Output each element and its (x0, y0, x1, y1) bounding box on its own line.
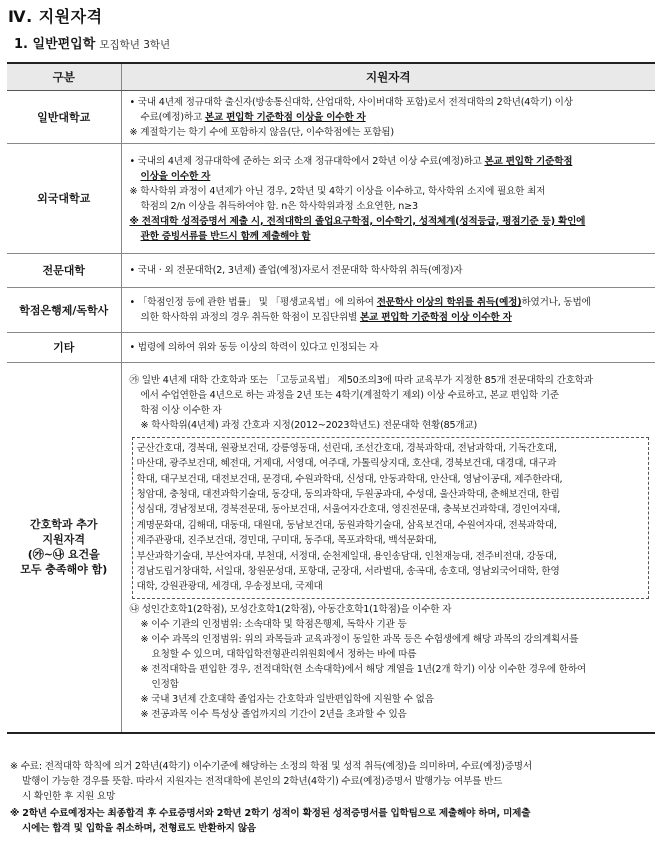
desc-line (130, 125, 650, 140)
line-text: 의한 학사학위 과정의 경우 취득한 학점이 모집단위별 (140, 312, 360, 323)
college-list-line: 대학, 강원관광대, 세경대, 우송정보대, 국제대 (136, 581, 323, 593)
row-foreign-univ (7, 144, 655, 254)
college-list-line: 학대, 대구보건대, 대전보건대, 문경대, 수원과학대, 신성대, 안동과학대, 안산대, 영남이공대, 제주한라대, (136, 473, 563, 485)
line-emphasis: 관한 증빙서류를 반드시 함께 제출해야 함 (140, 230, 311, 242)
desc-line (130, 95, 650, 110)
desc-line (130, 632, 650, 647)
desc-cell (121, 288, 655, 333)
desc-line (130, 310, 650, 325)
line-text: ※ 학사학위(4년제) 과정 간호과 지정(2012~2023학년도) 전문대학 현황(85개교) (140, 419, 478, 431)
line-text: ㉯ 성인간호학1(2학점), 모성간호학1(2학점), 아동간호학1(1학점)을 이수한 자 (129, 603, 452, 615)
desc-cell (121, 144, 655, 254)
line-text: ※ 이수 과목의 인정범위: 위의 과목들과 교육과정이 동일한 과목 등은 수험생에게 해당 과목의 강의계획서를 (140, 633, 579, 645)
line-text: 요청할 수 있으며, 대학입학전형관리위원회에서 정하는 바에 따름 (151, 648, 417, 660)
line-text: 학점의 2/n 이상을 취득하여야 함. n은 학사학위과정 소요연한, n≥3 (140, 200, 418, 212)
nursing-cat-line: (㉮~㉯ 요건을 (27, 548, 100, 562)
line-text: 수료(예정)하고 (140, 111, 205, 123)
qualification-table (7, 62, 655, 734)
line-text: 에서 수업연한을 4년으로 하는 과정을 2년 또는 4학기(계절학기 제외) 이상 수료하고, 본교 편입학 기준 (140, 389, 559, 401)
line-text: • 국내 4년제 정규대학 출신자(방송통신대학, 산업대학, 사이버대학 포함)로서 전적대학의 2학년(4학기) 이상 (129, 96, 573, 108)
desc-line (130, 388, 650, 403)
nursing-requirement-a (130, 373, 650, 433)
line-emphasis: 본교 편입학 기준학점 이상 이수한 자 (359, 312, 512, 323)
college-list-line: 성심대, 경남정보대, 경북전문대, 동아보건대, 서울여자간호대, 영진전문대, 충북보건과학대, 경인여자대, (136, 504, 561, 516)
desc-line (130, 373, 650, 388)
line-text: ※ 국내 3년제 간호대학 졸업자는 간호학과 일반편입학에 지원할 수 없음 (140, 693, 434, 705)
line-emphasis: 본교 편입학 기준학점 이상을 이수한 자 (204, 111, 366, 123)
row-college (7, 254, 655, 288)
line-emphasis: ※ 전적대학 성적증명서 제출 시, 전적대학의 졸업요구학점, 이수학기, 성적체계(성적등급, 평점기준 등) 확인에 (129, 215, 586, 227)
line-text: • 법령에 의하여 위와 동등 이상의 학력이 있다고 인정되는 자 (129, 342, 379, 353)
college-list-line: 제주관광대, 진주보건대, 경민대, 구미대, 동주대, 목포과학대, 백석문화대, (136, 535, 437, 547)
desc-line (130, 403, 650, 418)
footnote-line: 시 확인한 후 지원 요망 (22, 791, 116, 802)
row-credit-bank (7, 288, 655, 333)
desc-line (130, 418, 650, 433)
table-header-row (7, 63, 655, 91)
desc-line (130, 169, 650, 184)
nursing-cat-line: 간호학과 추가 (29, 518, 98, 532)
line-text: ㉮ 일반 4년제 대학 간호학과 또는 「고등교육법」 제50조의3에 따라 교육부가 지정한 85개 전문대학의 간호학과 (129, 374, 593, 386)
desc-line (130, 677, 650, 692)
line-emphasis: 본교 편입학 기준학점 (484, 155, 573, 167)
desc-line (130, 340, 650, 355)
row-other (7, 333, 655, 363)
line-text: 학점 이상 이수한 자 (140, 404, 222, 416)
desc-line (130, 647, 650, 662)
desc-line (130, 707, 650, 722)
section-title: Ⅳ. 지원자격 (8, 7, 103, 26)
line-text: • 국내 · 외 전문대학(2, 3년제) 졸업(예정)자로서 전문대학 학사학위 취득(예정)자 (129, 265, 463, 276)
college-list-line: 청암대, 충청대, 대전과학기술대, 동강대, 동의과학대, 두원공과대, 수성대, 울산과학대, 춘해보건대, 한림 (136, 488, 560, 500)
line-text: • 국내의 4년제 정규대학에 준하는 외국 소재 정규대학에서 2학년 이상 수료(예정)하고 (129, 155, 485, 167)
category-cell: 일반대학교 (7, 91, 121, 144)
row-general-univ (7, 91, 655, 144)
desc-line (130, 184, 650, 199)
designated-colleges-box (132, 437, 650, 599)
category-cell: 외국대학교 (7, 144, 121, 254)
desc-cell-nursing (121, 363, 655, 733)
line-text: ※ 전공과목 이수 특성상 졸업까지의 기간이 2년을 초과할 수 있음 (140, 708, 407, 720)
line-text: ※ 학사학위 과정이 4년제가 아닌 경우, 2학년 및 4학기 이상을 이수하고, 학사학위 소지에 필요한 최저 (129, 185, 546, 197)
footnote-line: ※ 수료: 전적대학 학칙에 의거 2학년(4학기) 이수기준에 해당하는 소정의 학점 및 성적 취득(예정)을 의미하며, 수료(예정)증명서 (10, 761, 532, 772)
college-list-line: 부산과학기술대, 부산여자대, 부천대, 서정대, 순천제일대, 용인송담대, 인천재능대, 전주비전대, 강동대, (136, 550, 557, 562)
footnote-expected-completion (10, 806, 655, 836)
desc-line (130, 214, 650, 229)
footnote-completion (10, 759, 655, 804)
category-cell: 전문대학 (7, 254, 121, 288)
desc-cell (121, 333, 655, 363)
desc-line (130, 199, 650, 214)
category-cell-nursing (7, 363, 121, 733)
footnote-line: 발행이 가능한 경우를 뜻함. 따라서 지원자는 전적대학에 본인의 2학년(4학기) 수료(예정)증명서 발행가능 여부를 반드 (22, 776, 503, 787)
line-emphasis: 이상을 이수한 자 (140, 170, 211, 182)
desc-cell (121, 254, 655, 288)
line-emphasis: 전문학사 이상의 학위를 취득(예정) (376, 297, 522, 308)
header-category: 구분 (7, 63, 121, 91)
desc-cell (121, 91, 655, 144)
desc-line (130, 617, 650, 632)
line-text: 인정함 (151, 678, 179, 690)
subsection-title (14, 33, 170, 52)
header-qualification: 지원자격 (121, 63, 655, 91)
line-text: ※ 전적대학을 편입한 경우, 전적대학(현 소속대학)에서 해당 계열을 1년(2개 학기) 이상 이수한 경우에 한하여 (140, 663, 586, 675)
subsection-heading: 1. 일반편입학 (14, 37, 96, 52)
desc-line (130, 154, 650, 169)
college-list-line: 군산간호대, 경복대, 원광보건대, 강릉영동대, 선린대, 조선간호대, 경북과학대, 전남과학대, 기독간호대, (136, 442, 557, 454)
category-cell: 학점은행제/독학사 (7, 288, 121, 333)
line-text: • 「학점인정 등에 관한 법률」 및 「평생교육법」에 의하여 (129, 297, 377, 308)
desc-line (130, 229, 650, 244)
desc-line (130, 110, 650, 125)
college-list-line: 경남도립거창대학, 서일대, 창원문성대, 포항대, 군장대, 서라벌대, 송곡대, 송호대, 영남외국어대학, 한영 (136, 565, 560, 577)
nursing-cat-line: 모두 충족해야 함) (20, 563, 108, 577)
footnote-line: ※ 2학년 수료예정자는 최종합격 후 수료증명서와 2학년 2학기 성적이 확정된 성적증명서를 입학팀으로 제출해야 하며, 미제출 (10, 808, 531, 819)
category-cell: 기타 (7, 333, 121, 363)
row-nursing (7, 363, 655, 733)
nursing-cat-line: 지원자격 (42, 533, 85, 547)
desc-line (130, 263, 650, 278)
college-list-line: 계명문화대, 김해대, 대동대, 대원대, 동남보건대, 동원과학기술대, 삼육보건대, 수원여자대, 전북과학대, (136, 519, 557, 531)
nursing-requirement-b (130, 602, 650, 722)
footnote-line: 시에는 합격 및 입학을 취소하며, 전형료도 반환하지 않음 (22, 823, 256, 834)
desc-line (130, 295, 650, 310)
desc-line (130, 692, 650, 707)
college-list-line: 마산대, 광주보건대, 혜전대, 거제대, 서영대, 여주대, 가톨릭상지대, 호산대, 경북보건대, 대경대, 대구과 (136, 458, 557, 470)
line-text: 하였거나, 동법에 (521, 297, 591, 308)
subsection-note: 모집학년 3학년 (99, 39, 171, 51)
desc-line (130, 602, 650, 617)
line-text: ※ 이수 기관의 인정범위: 소속대학 및 학점은행제, 독학사 기관 등 (140, 618, 407, 630)
desc-line (130, 662, 650, 677)
line-text: ※ 계절학기는 학기 수에 포함하지 않음(단, 이수학점에는 포함됨) (129, 126, 394, 138)
